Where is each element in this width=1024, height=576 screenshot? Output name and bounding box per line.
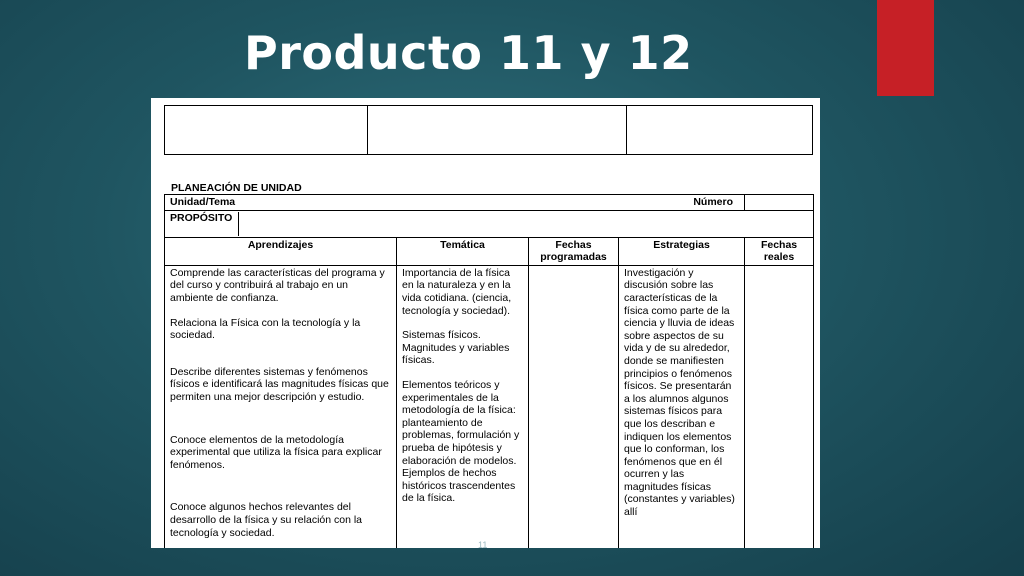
header-cell (627, 106, 812, 154)
estrategias-cell (619, 265, 745, 548)
header-cell (368, 106, 627, 154)
col-header-estrategias: Estrategias (619, 237, 745, 265)
aprendizaje-item: Relaciona la Física con la tecnología y la sociedad. (170, 316, 361, 342)
aprendizaje-item: Conoce elementos de la metodología experimental que utiliza la física para explicar fenómenos. (170, 433, 382, 471)
slide-number: 11 (478, 540, 488, 550)
proposito-label: PROPÓSITO (165, 212, 239, 236)
slide-title: Producto 11 y 12 (244, 26, 693, 80)
unidad-row (165, 195, 814, 211)
tematica-cell (397, 265, 529, 548)
col-header-fechas-programadas: Fechas programadas (529, 237, 619, 265)
header-table (164, 105, 813, 155)
tematica-item: Sistemas físicos. Magnitudes y variables físicas. (402, 329, 510, 367)
proposito-cell (165, 210, 814, 237)
aprendizajes-cell (165, 265, 397, 548)
aprendizaje-item: Conoce algunos hechos relevantes del desarrollo de la física y su relación con la tecnología y sociedad. (170, 501, 363, 539)
estrategias-text: Investigación y discusión sobre las características de la física como parte de la ciencia y lluvia de ideas sobre aspectos de su vida y de su alrededor, donde se manifiesten principios o fenómenos físicos. Se presentarán a los alumnos algunos sistemas físicos para que los describan e indiquen los elementos que lo conforman, los fenómenos que en él ocurren y las magnitudes físicas (constantes y variables) allí (624, 266, 735, 519)
proposito-row (165, 210, 814, 237)
col-header-fechas-reales: Fechas reales (745, 237, 814, 265)
red-accent-tab (877, 0, 934, 96)
header-cell (165, 106, 368, 154)
col-header-tematica: Temática (397, 237, 529, 265)
unidad-tema-cell (165, 195, 745, 211)
aprendizaje-item: Describe diferentes sistemas y fenómenos físicos e identificará las magnitudes físicas que permiten una mejor descripción y estudio. (170, 365, 389, 403)
content-row (165, 265, 814, 548)
numero-value-cell (745, 195, 814, 211)
numero-label: Número (693, 196, 734, 208)
aprendizaje-item: Comprende las características del programa y del curso y contribuirá al trabajo en un ambiente de confianza. (170, 266, 385, 304)
fechas-reales-cell (745, 265, 814, 548)
fechas-programadas-cell (529, 265, 619, 548)
unidad-tema-label: Unidad/Tema (170, 196, 236, 208)
tematica-item: Importancia de la física en la naturaleza y en la vida cotidiana. (ciencia, tecnología y sociedad). (402, 266, 512, 317)
planning-table (164, 194, 814, 548)
document-image (151, 98, 820, 548)
col-header-aprendizajes: Aprendizajes (165, 237, 397, 265)
tematica-item: Elementos teóricos y experimentales de la metodología de la física: planteamiento de problemas, formulación y prueba de hipótesis y elaboración de modelos. Ejemplos de hechos históricos trascendentes de la física. (402, 378, 520, 505)
section-title: PLANEACIÓN DE UNIDAD (171, 182, 302, 194)
column-header-row (165, 237, 814, 265)
